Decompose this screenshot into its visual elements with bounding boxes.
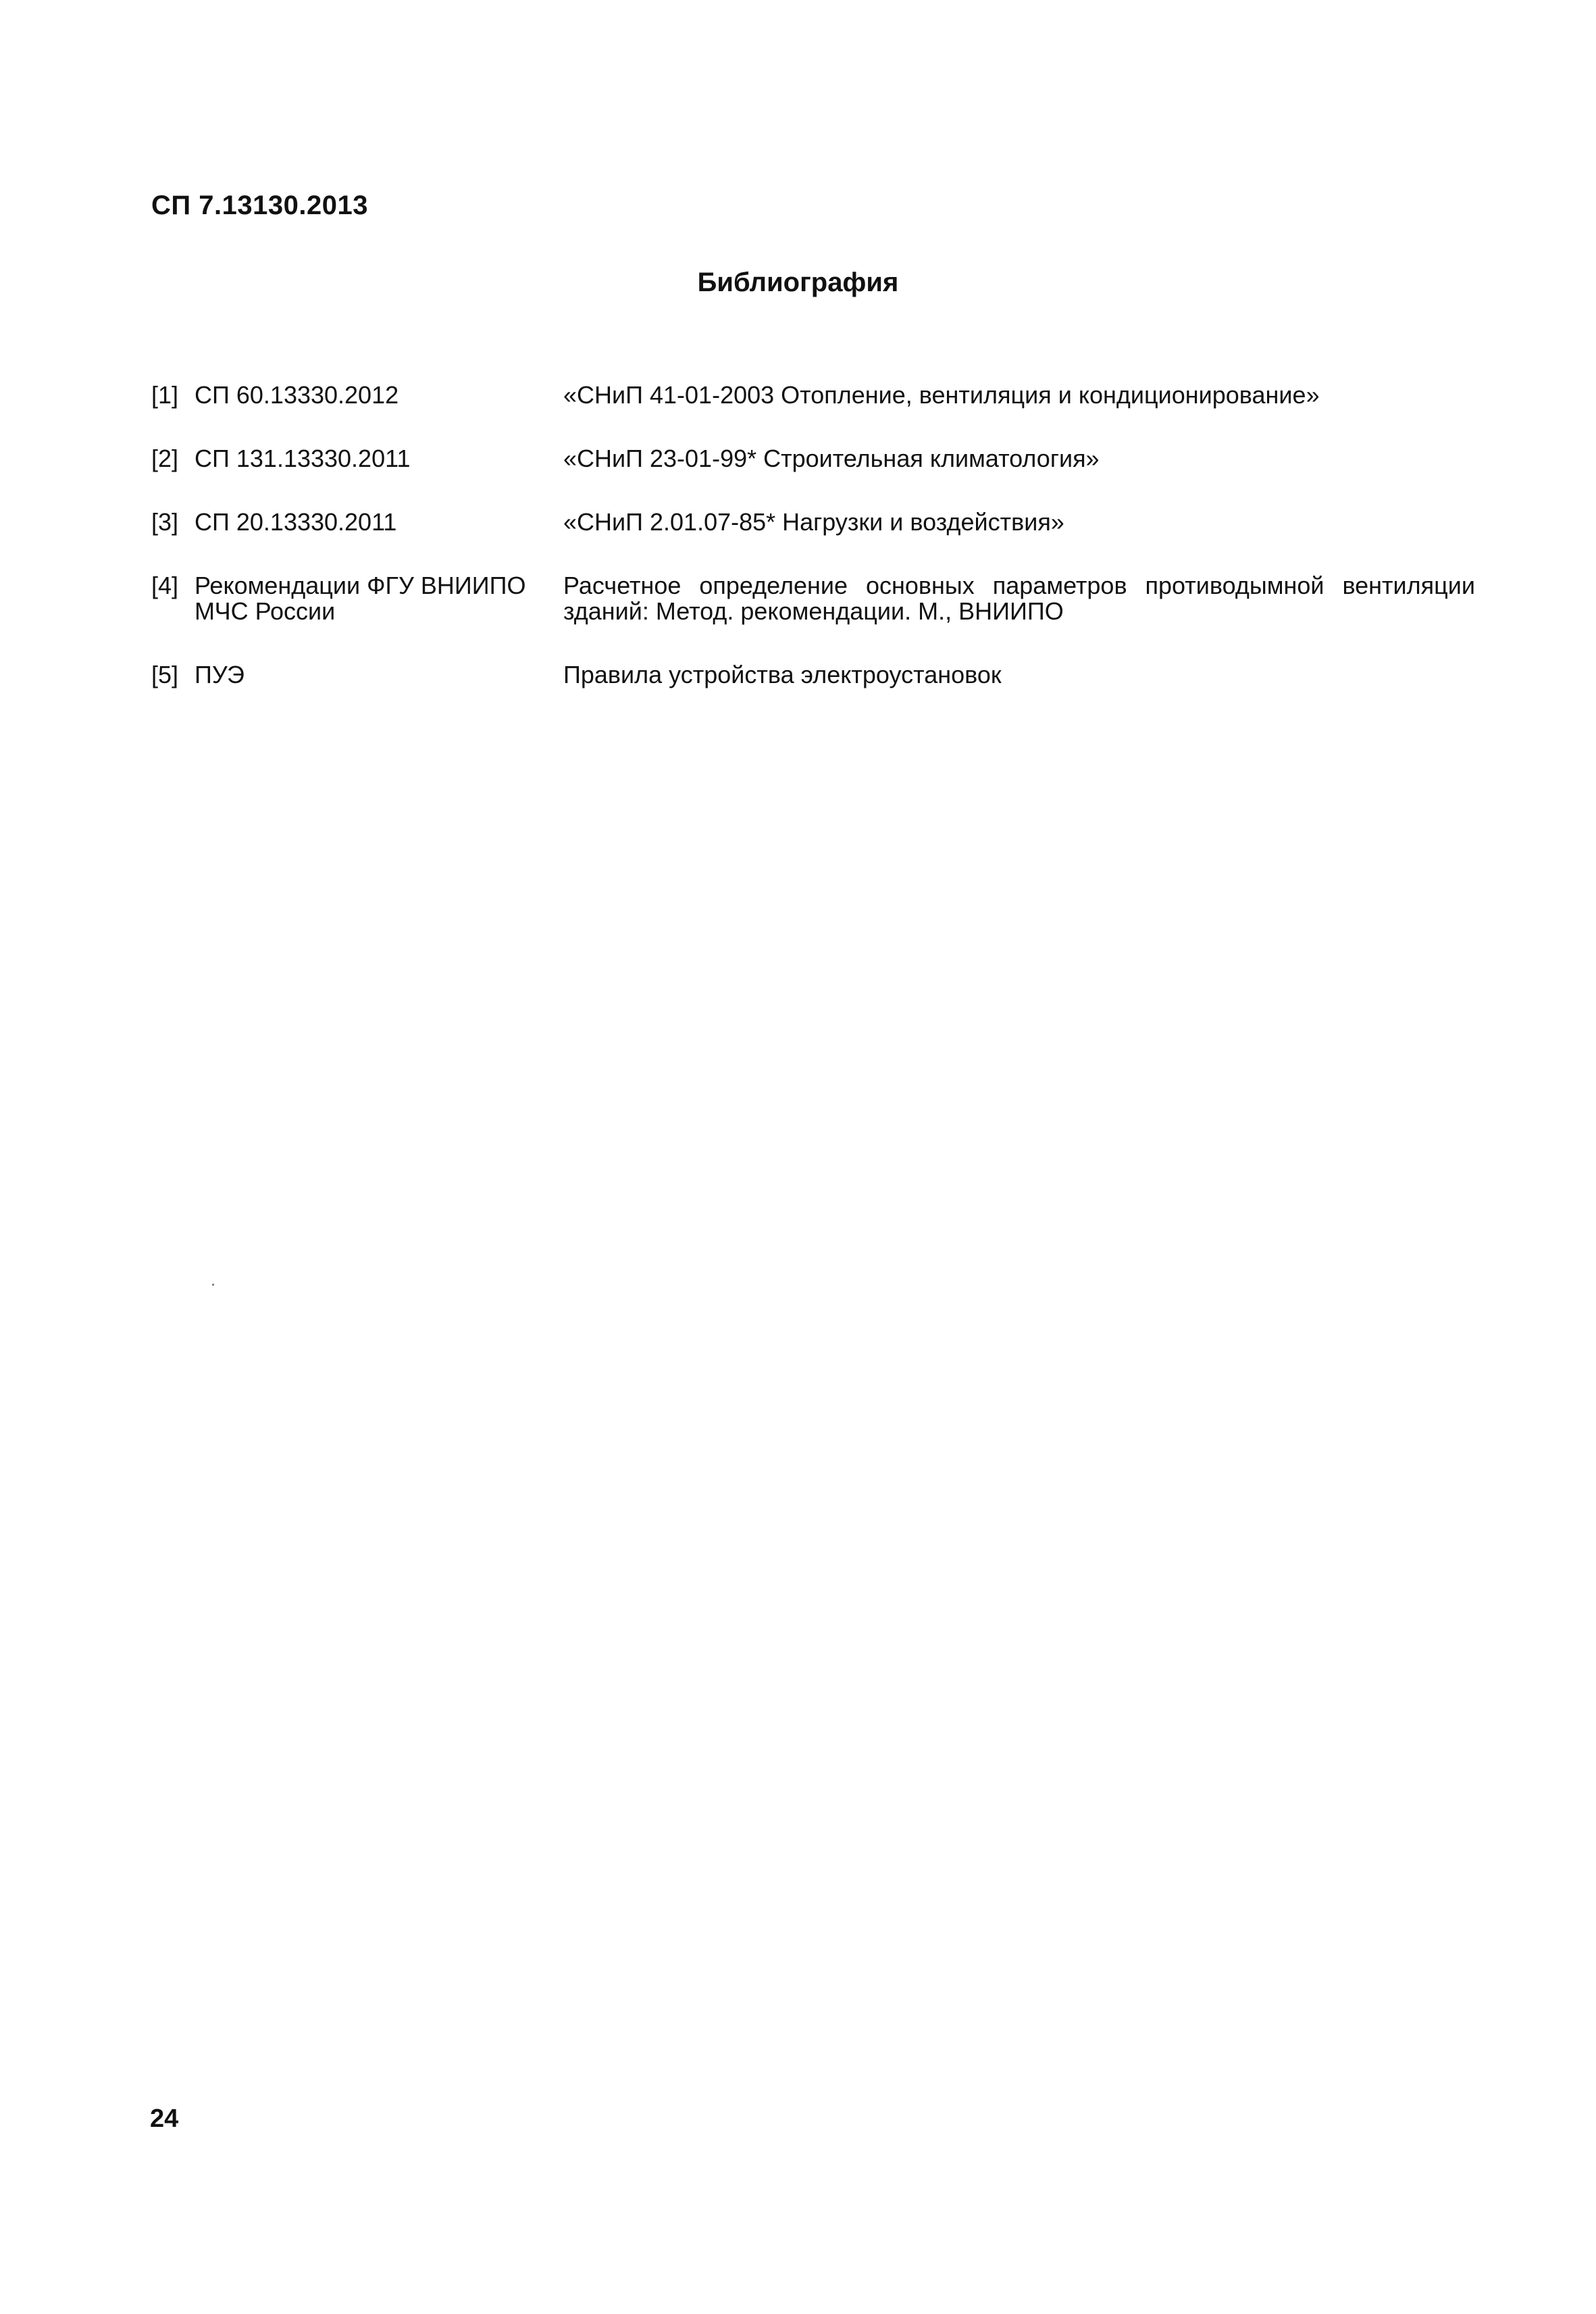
entry-number: [1]	[151, 381, 179, 409]
entry-number: [2]	[151, 445, 179, 472]
entry-reference: СП 60.13330.2012	[195, 381, 399, 409]
entry-reference: СП 20.13330.2011	[195, 508, 397, 536]
entry-description: «СНиП 2.01.07-85* Нагрузки и воздействия»	[563, 508, 1064, 536]
bibliography-title: Библиография	[697, 268, 899, 297]
scan-speck	[212, 1284, 214, 1286]
entry-description: Правила устройства электроустановок	[563, 661, 1002, 688]
entry-description: «СНиП 23-01-99* Строительная климатология»	[563, 445, 1100, 472]
bibliography-entry	[151, 662, 1475, 688]
entry-description: «СНиП 41-01-2003 Отопление, вентиляция и кондиционирование»	[563, 381, 1320, 409]
bibliography-entry	[151, 509, 1475, 535]
bibliography-list	[151, 382, 1475, 726]
bibliography-entry	[151, 382, 1475, 408]
document-code: СП 7.13130.2013	[151, 191, 368, 220]
bibliography-entry	[151, 573, 1475, 624]
entry-reference: ПУЭ	[195, 661, 244, 688]
entry-number: [5]	[151, 661, 179, 688]
bibliography-entry	[151, 446, 1475, 472]
entry-number: [4]	[151, 572, 179, 599]
entry-reference: Рекомендации ФГУ ВНИИПО МЧС России	[195, 572, 526, 625]
entry-number: [3]	[151, 508, 179, 536]
page-number: 24	[150, 2105, 179, 2133]
entry-description: Расчетное определение основных параметров противодымной вентиляции зданий: Метод. рекомендации. М., ВНИИПО	[563, 572, 1475, 625]
entry-reference: СП 131.13330.2011	[195, 445, 411, 472]
